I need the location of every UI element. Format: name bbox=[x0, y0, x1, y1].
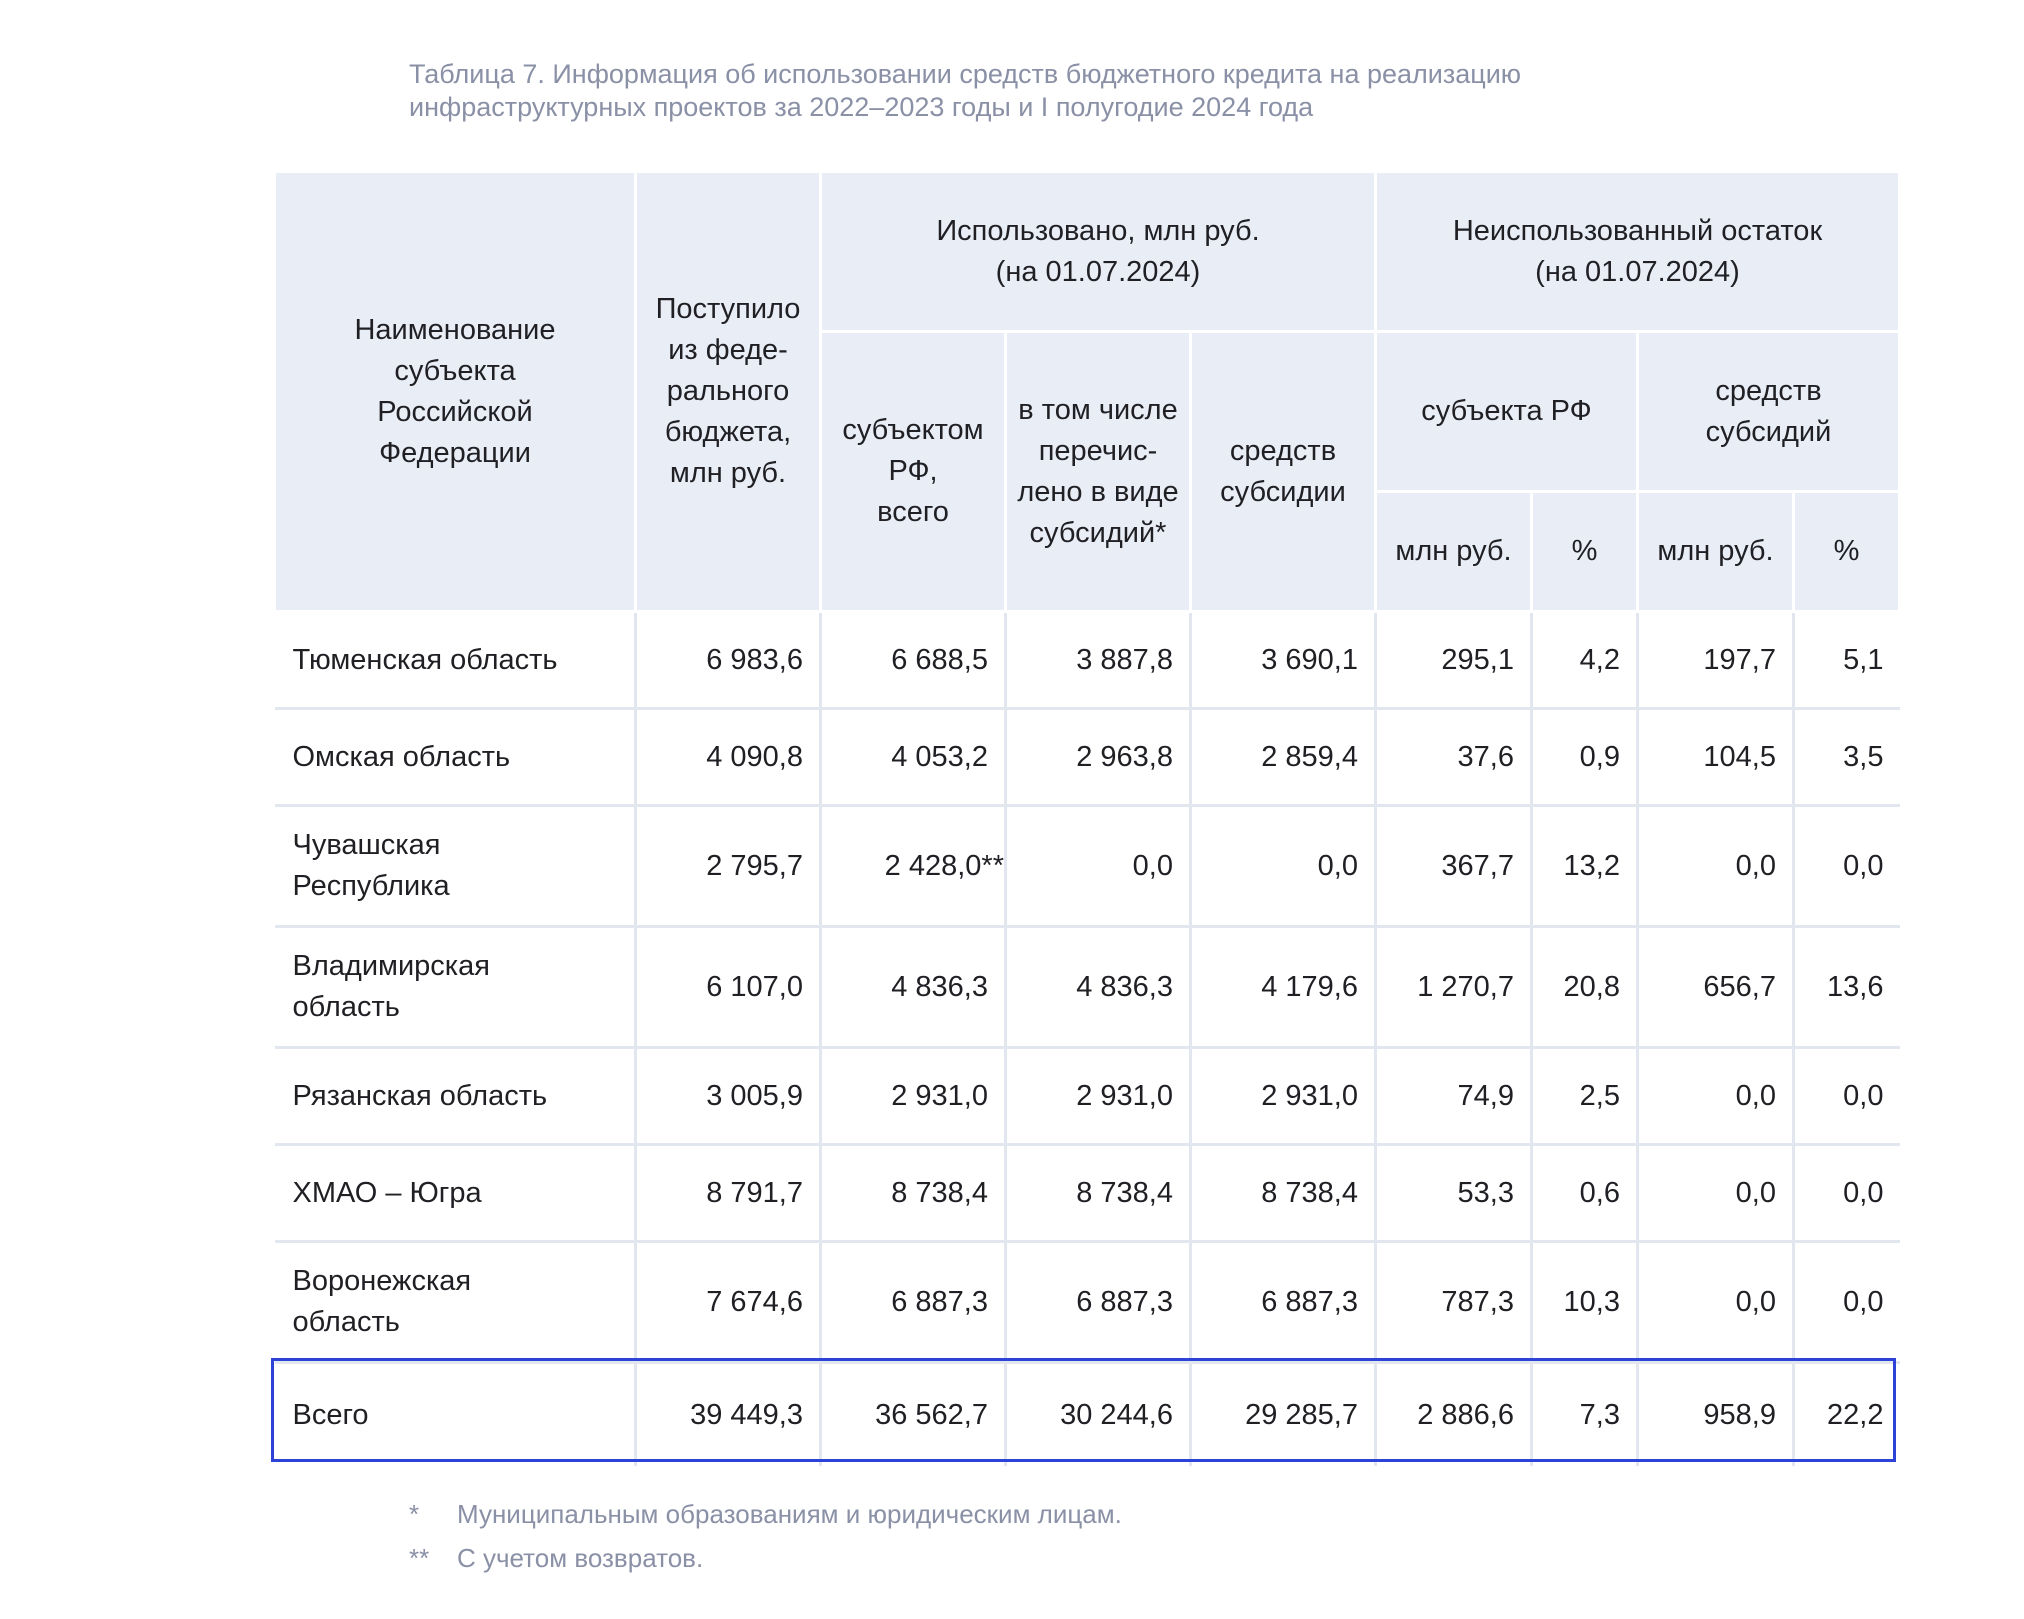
header-received: Поступило из феде- рального бюджета, млн руб. bbox=[636, 172, 821, 612]
cell-used-total: 6 887,3 bbox=[821, 1242, 1006, 1363]
cell-subsidy: 4 179,6 bbox=[1191, 927, 1376, 1048]
caption-line-1: Таблица 7. Информация об использовании средств бюджетного кредита на реализацию bbox=[409, 59, 1522, 89]
footnote-mark: * bbox=[409, 1499, 420, 1529]
footnote bbox=[409, 1492, 1122, 1536]
cell-remainder-pct: 20,8 bbox=[1532, 927, 1638, 1048]
cell-subsidy: 6 887,3 bbox=[1191, 1242, 1376, 1363]
cell-used-total: 8 738,4 bbox=[821, 1145, 1006, 1242]
cell-subsidy-rem-pct: 0,0 bbox=[1794, 1048, 1900, 1145]
header-subsidies: средств субсидий bbox=[1638, 332, 1900, 492]
cell-subsidy-rem-pct: 0,0 bbox=[1794, 806, 1900, 927]
cell-subsidy-rem-mln: 656,7 bbox=[1638, 927, 1794, 1048]
total-remainder-pct: 7,3 bbox=[1532, 1363, 1638, 1467]
cell-used-total: 6 688,5 bbox=[821, 612, 1006, 709]
cell-received: 2 795,7 bbox=[636, 806, 821, 927]
cell-subsidy-rem-mln: 0,0 bbox=[1638, 1242, 1794, 1363]
cell-transferred: 3 887,8 bbox=[1006, 612, 1191, 709]
table-row bbox=[275, 1048, 1900, 1145]
cell-used-total: 4 053,2 bbox=[821, 709, 1006, 806]
cell-subsidy: 8 738,4 bbox=[1191, 1145, 1376, 1242]
region-name: ХМАО – Югра bbox=[275, 1145, 636, 1242]
cell-received: 4 090,8 bbox=[636, 709, 821, 806]
cell-remainder-pct: 0,6 bbox=[1532, 1145, 1638, 1242]
cell-subsidy-rem-pct: 13,6 bbox=[1794, 927, 1900, 1048]
cell-remainder-pct: 0,9 bbox=[1532, 709, 1638, 806]
region-name: Омская область bbox=[275, 709, 636, 806]
header-pct-subject: % bbox=[1532, 492, 1638, 612]
cell-remainder-pct: 2,5 bbox=[1532, 1048, 1638, 1145]
total-transferred: 30 244,6 bbox=[1006, 1363, 1191, 1467]
table-row bbox=[275, 927, 1900, 1048]
cell-received: 6 107,0 bbox=[636, 927, 821, 1048]
cell-used-total: 2 931,0 bbox=[821, 1048, 1006, 1145]
cell-subsidy-rem-mln: 0,0 bbox=[1638, 806, 1794, 927]
header-region-name: Наименование субъекта Российской Федерации bbox=[275, 172, 636, 612]
cell-subsidy-rem-mln: 0,0 bbox=[1638, 1048, 1794, 1145]
total-row bbox=[275, 1363, 1900, 1467]
cell-remainder-pct: 10,3 bbox=[1532, 1242, 1638, 1363]
cell-received: 7 674,6 bbox=[636, 1242, 821, 1363]
region-name: Воронежская область bbox=[275, 1242, 636, 1363]
cell-transferred: 2 931,0 bbox=[1006, 1048, 1191, 1145]
total-remainder-mln: 2 886,6 bbox=[1376, 1363, 1532, 1467]
caption-line-2: инфраструктурных проектов за 2022–2023 годы и I полугодие 2024 года bbox=[409, 92, 1314, 122]
cell-used-total: 4 836,3 bbox=[821, 927, 1006, 1048]
table-row bbox=[275, 709, 1900, 806]
total-label: Всего bbox=[275, 1363, 636, 1467]
header-subject-rf: субъекта РФ bbox=[1376, 332, 1638, 492]
region-name: Чувашская Республика bbox=[275, 806, 636, 927]
table-caption bbox=[409, 58, 1709, 124]
table-row bbox=[275, 806, 1900, 927]
cell-subsidy-rem-mln: 197,7 bbox=[1638, 612, 1794, 709]
region-name: Владимирская область bbox=[275, 927, 636, 1048]
cell-subsidy-rem-pct: 0,0 bbox=[1794, 1242, 1900, 1363]
cell-remainder-mln: 295,1 bbox=[1376, 612, 1532, 709]
cell-subsidy: 2 931,0 bbox=[1191, 1048, 1376, 1145]
cell-subsidy: 3 690,1 bbox=[1191, 612, 1376, 709]
total-subsidy-rem-pct: 22,2 bbox=[1794, 1363, 1900, 1467]
cell-subsidy: 2 859,4 bbox=[1191, 709, 1376, 806]
footnote-text: Муниципальным образованиям и юридическим лицам. bbox=[457, 1499, 1122, 1529]
header-used-by-subject: субъектом РФ, всего bbox=[821, 332, 1006, 612]
total-subsidy: 29 285,7 bbox=[1191, 1363, 1376, 1467]
cell-transferred: 0,0 bbox=[1006, 806, 1191, 927]
cell-remainder-mln: 74,9 bbox=[1376, 1048, 1532, 1145]
cell-remainder-mln: 367,7 bbox=[1376, 806, 1532, 927]
cell-subsidy-rem-pct: 3,5 bbox=[1794, 709, 1900, 806]
header-pct-subsidies: % bbox=[1794, 492, 1900, 612]
total-used-total: 36 562,7 bbox=[821, 1363, 1006, 1467]
header-used: Использовано, млн руб. (на 01.07.2024) bbox=[821, 172, 1376, 332]
cell-remainder-mln: 1 270,7 bbox=[1376, 927, 1532, 1048]
header-mln-subsidies: млн руб. bbox=[1638, 492, 1794, 612]
region-name: Тюменская область bbox=[275, 612, 636, 709]
cell-subsidy-rem-pct: 5,1 bbox=[1794, 612, 1900, 709]
header-mln-subject: млн руб. bbox=[1376, 492, 1532, 612]
cell-transferred: 8 738,4 bbox=[1006, 1145, 1191, 1242]
total-subsidy-rem-mln: 958,9 bbox=[1638, 1363, 1794, 1467]
header-transferred-subsidies: в том числе перечис- лено в виде субсидий* bbox=[1006, 332, 1191, 612]
cell-remainder-mln: 787,3 bbox=[1376, 1242, 1532, 1363]
footnotes bbox=[409, 1492, 1122, 1580]
footnote bbox=[409, 1536, 1122, 1580]
region-name: Рязанская область bbox=[275, 1048, 636, 1145]
cell-subsidy: 0,0 bbox=[1191, 806, 1376, 927]
footnote-text: С учетом возвратов. bbox=[457, 1543, 704, 1573]
cell-used-total: 2 428,0** bbox=[821, 806, 1006, 927]
cell-subsidy-rem-mln: 0,0 bbox=[1638, 1145, 1794, 1242]
cell-subsidy-rem-mln: 104,5 bbox=[1638, 709, 1794, 806]
cell-remainder-mln: 37,6 bbox=[1376, 709, 1532, 806]
table-row bbox=[275, 612, 1900, 709]
cell-remainder-pct: 13,2 bbox=[1532, 806, 1638, 927]
cell-received: 8 791,7 bbox=[636, 1145, 821, 1242]
header-unused-remainder: Неиспользованный остаток (на 01.07.2024) bbox=[1376, 172, 1900, 332]
cell-transferred: 2 963,8 bbox=[1006, 709, 1191, 806]
table-row bbox=[275, 1242, 1900, 1363]
header-subsidy-funds: средств субсидии bbox=[1191, 332, 1376, 612]
budget-credit-table bbox=[273, 170, 1901, 1466]
cell-remainder-mln: 53,3 bbox=[1376, 1145, 1532, 1242]
cell-received: 3 005,9 bbox=[636, 1048, 821, 1145]
cell-transferred: 4 836,3 bbox=[1006, 927, 1191, 1048]
table-row bbox=[275, 1145, 1900, 1242]
cell-remainder-pct: 4,2 bbox=[1532, 612, 1638, 709]
total-received: 39 449,3 bbox=[636, 1363, 821, 1467]
cell-subsidy-rem-pct: 0,0 bbox=[1794, 1145, 1900, 1242]
footnote-mark: ** bbox=[409, 1543, 430, 1573]
cell-received: 6 983,6 bbox=[636, 612, 821, 709]
cell-transferred: 6 887,3 bbox=[1006, 1242, 1191, 1363]
